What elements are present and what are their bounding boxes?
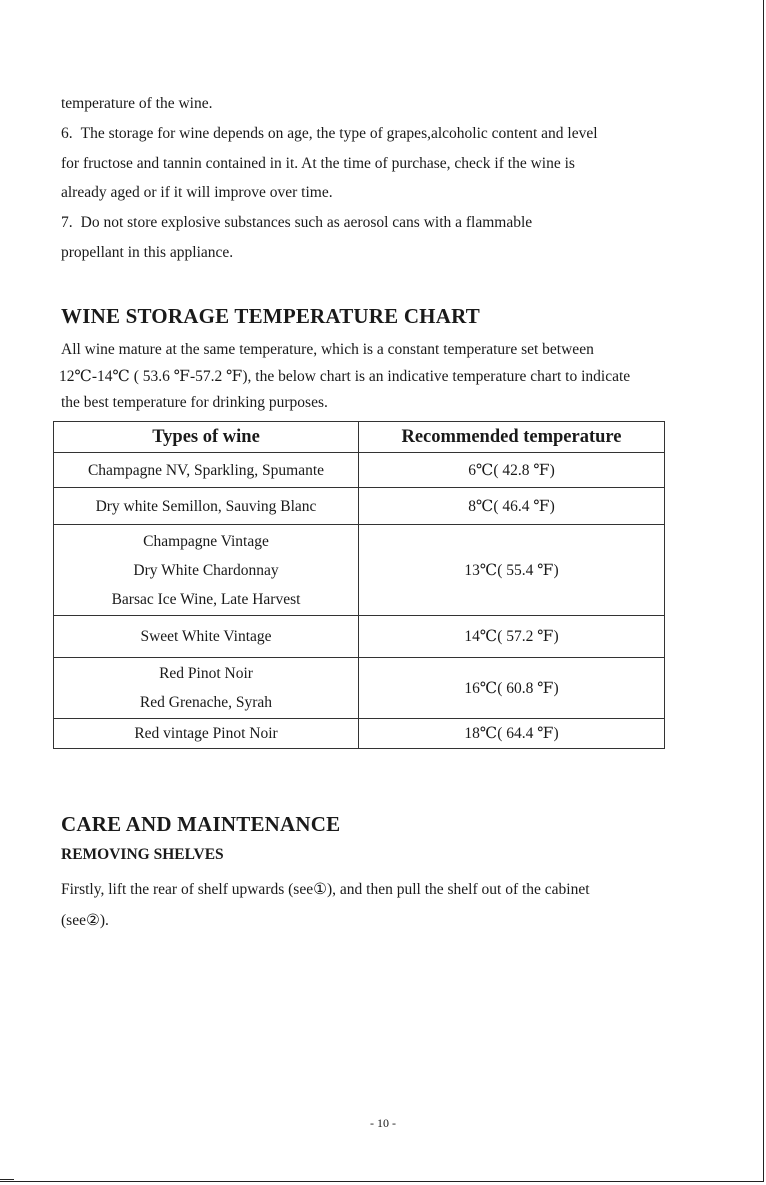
header-wine-types: Types of wine <box>54 422 359 453</box>
table-row <box>54 453 665 488</box>
care-section <box>61 812 701 837</box>
table-row <box>54 719 665 749</box>
chart-intro-line-1: All wine mature at the same temperature, which is a constant temperature set between <box>61 341 594 358</box>
wine-name: Champagne NV, Sparkling, Spumante <box>87 461 325 479</box>
care-section-title: CARE AND MAINTENANCE <box>61 812 341 836</box>
wine-name: Red vintage Pinot Noir <box>134 725 278 742</box>
chart-intro <box>61 337 721 417</box>
care-body <box>61 874 721 936</box>
removing-shelves-heading: REMOVING SHELVES <box>61 846 224 863</box>
item-6-number: 6. <box>61 124 73 142</box>
wine-cell <box>54 658 359 719</box>
wine-name: Barsac Ice Wine, Late Harvest <box>111 590 301 608</box>
wine-cell <box>54 488 359 525</box>
item-6-line-3: already aged or if it will improve over time. <box>61 184 333 202</box>
temperature-cell: 16℃( 60.8 ℉) <box>359 658 665 719</box>
page-corner-mark <box>0 1179 14 1180</box>
wine-cell <box>54 719 359 749</box>
care-line-2: (see②). <box>61 912 109 929</box>
table-row <box>54 658 665 719</box>
page-number: - 10 - <box>370 1116 396 1130</box>
continuation-line: temperature of the wine. <box>61 95 213 112</box>
chart-intro-line-2: 12℃-14℃ ( 53.6 ℉-57.2 ℉), the below chart is an indicative temperature chart to indicate <box>59 367 631 385</box>
wine-cell <box>54 453 359 488</box>
wine-name: Red Pinot Noir <box>159 665 253 682</box>
wine-name: Champagne Vintage <box>143 532 269 550</box>
wine-cell <box>54 525 359 616</box>
item-6-line-1 <box>61 119 701 149</box>
item-7-text: Do not store explosive substances such as aerosol cans with a flammable <box>80 214 533 232</box>
item-7-line-1 <box>61 208 701 238</box>
temperature-cell: 18℃( 64.4 ℉) <box>359 719 665 749</box>
chart-section-title: WINE STORAGE TEMPERATURE CHART <box>61 304 480 328</box>
chart-section <box>61 304 701 329</box>
wine-cell <box>54 616 359 658</box>
table-row <box>54 525 665 616</box>
care-subsection <box>61 846 701 864</box>
table-header-row <box>54 422 665 453</box>
chart-intro-line-3: the best temperature for drinking purposes. <box>61 394 328 411</box>
item-7-line-2: propellant in this appliance. <box>61 243 234 261</box>
table-row <box>54 488 665 525</box>
temperature-cell: 14℃( 57.2 ℉) <box>359 616 665 658</box>
temperature-cell: 8℃( 46.4 ℉) <box>359 488 665 525</box>
wine-name: Dry White Chardonnay <box>133 561 279 579</box>
care-line-1: Firstly, lift the rear of shelf upwards (see①), and then pull the shelf out of the cabinet <box>61 881 590 898</box>
temperature-cell: 13℃( 55.4 ℉) <box>359 525 665 616</box>
wine-name: Red Grenache, Syrah <box>139 694 273 711</box>
notes-block <box>61 89 701 268</box>
wine-name: Sweet White Vintage <box>140 628 272 645</box>
item-7-number: 7. <box>61 214 73 232</box>
header-recommended-temperature: Recommended temperature <box>359 422 665 453</box>
temperature-cell: 6℃( 42.8 ℉) <box>359 453 665 488</box>
wine-temperature-table <box>53 421 665 749</box>
table-row <box>54 616 665 658</box>
page-edge-bottom <box>0 1181 764 1182</box>
wine-name: Dry white Semillon, Sauving Blanc <box>95 497 317 515</box>
page-edge-right <box>763 0 764 1181</box>
item-6-line-2: for fructose and tannin contained in it. At the time of purchase, check if the wine is <box>61 154 575 172</box>
item-6-text: The storage for wine depends on age, the type of grapes,alcoholic content and level <box>80 124 598 142</box>
